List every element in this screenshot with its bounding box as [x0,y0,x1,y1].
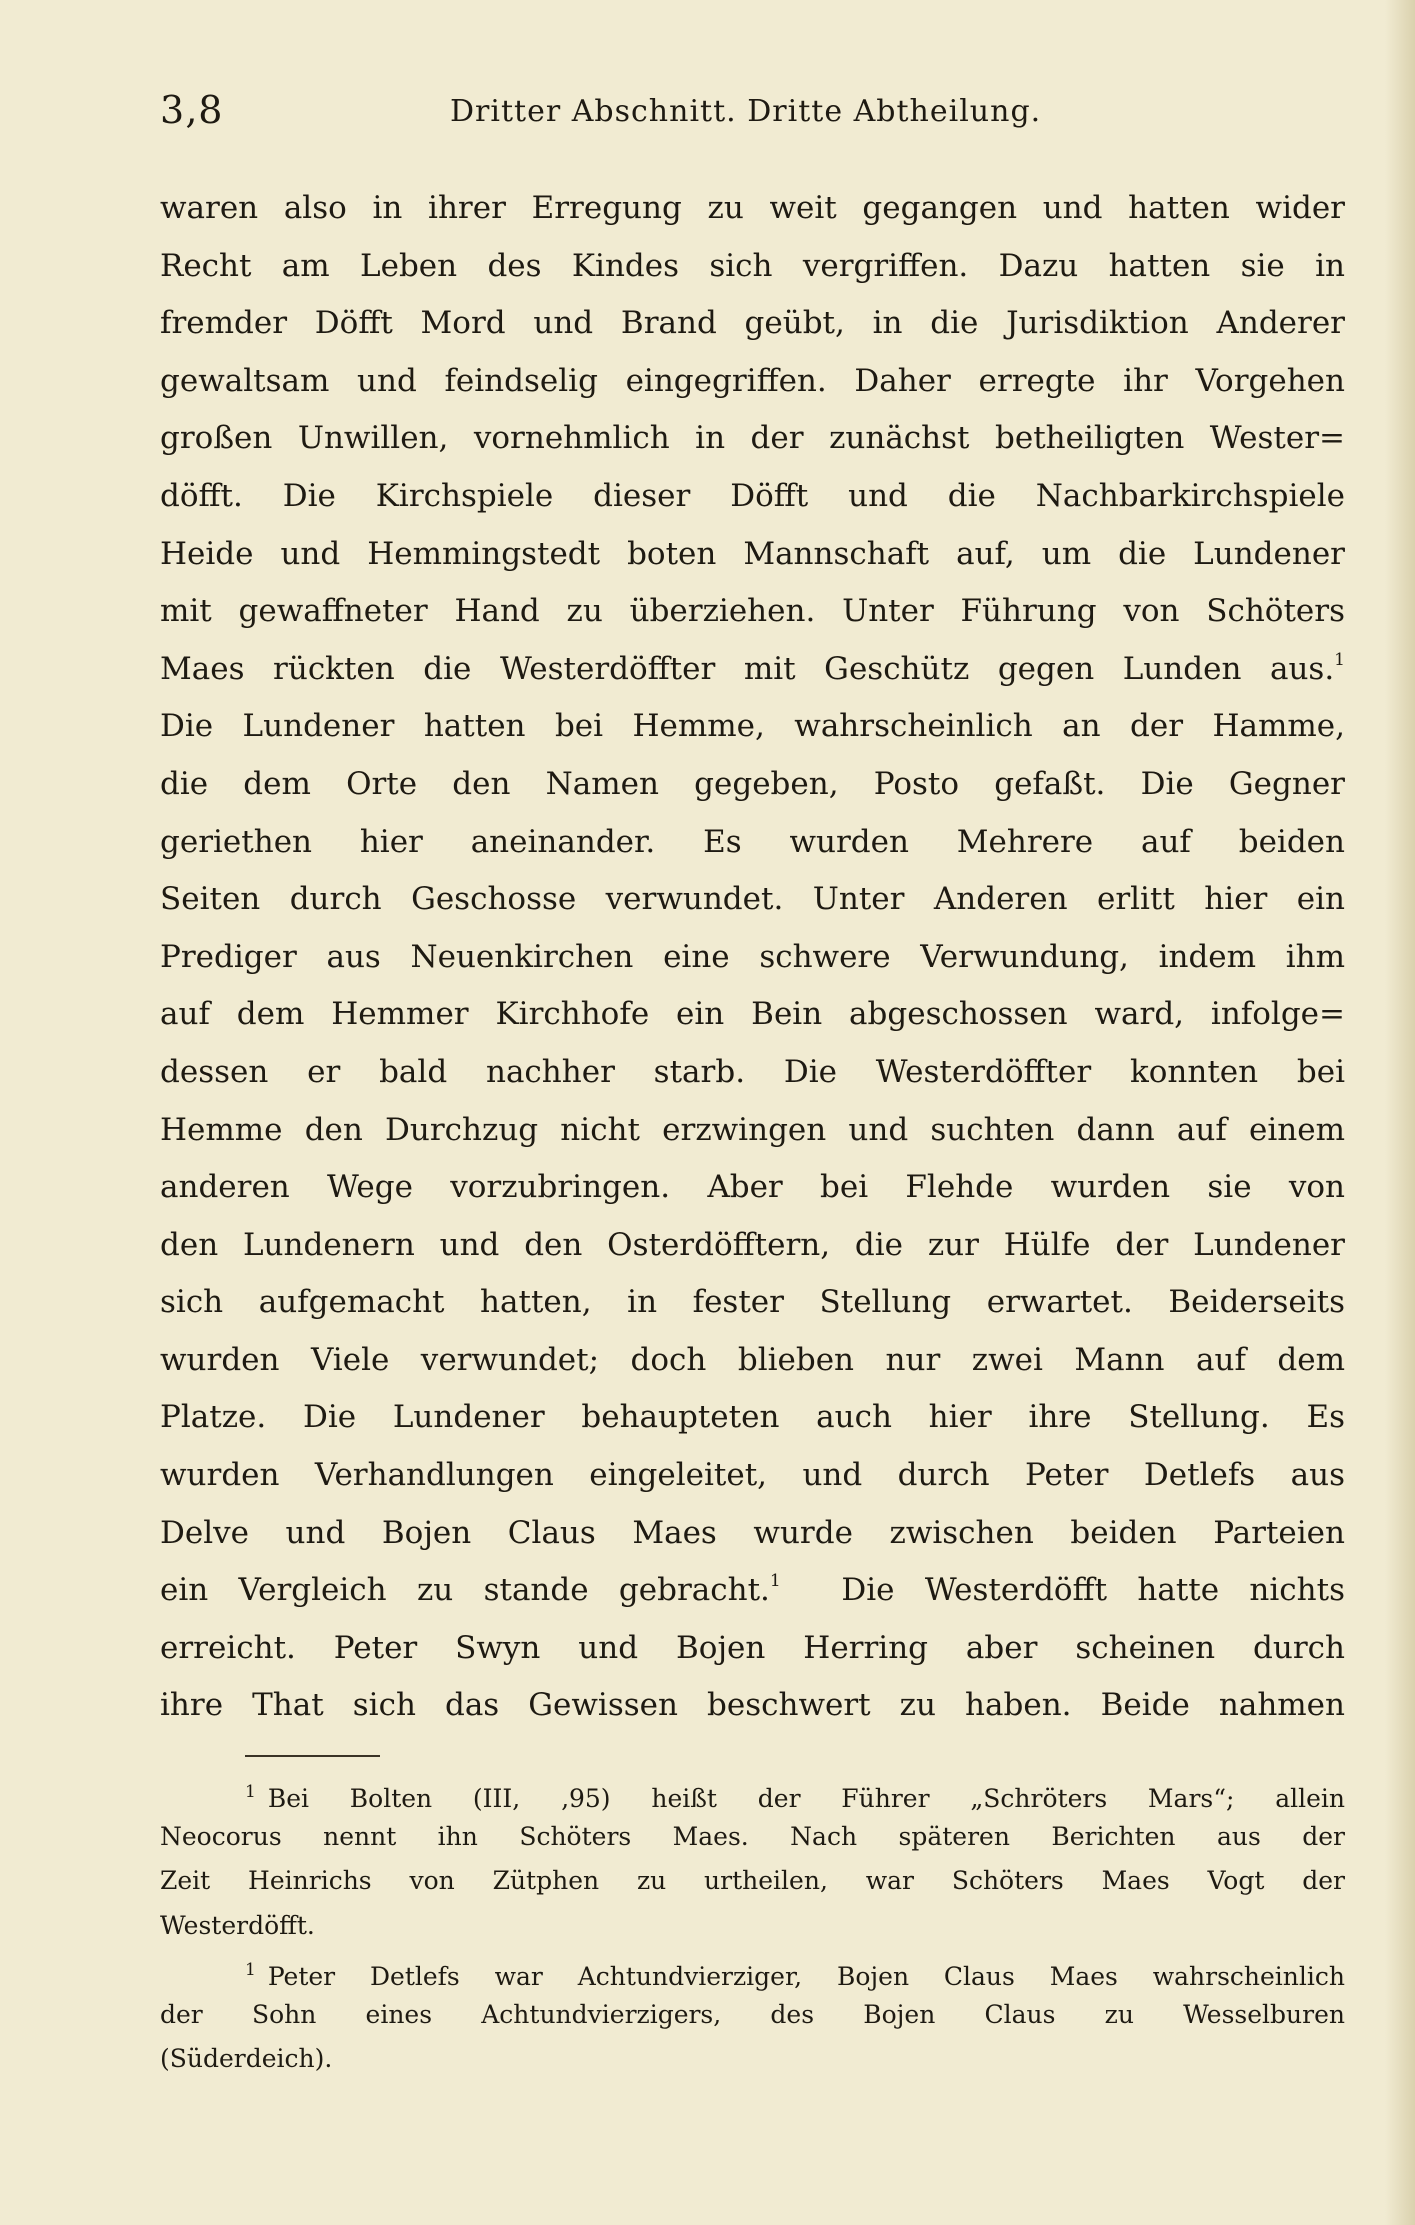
text-line-with-footnote-ref [160,1562,1345,1620]
text-line: sich aufgemacht hatten, in fester Stellung erwartet. Beiderseits [160,1284,1345,1321]
footnote-1-line: Neocorus nennt ihn Schöters Maes. Nach späteren Berichten aus der [160,1821,1345,1851]
page-number: 3‚8 [160,88,224,132]
footnote-2-marker: 1 [245,1960,256,1980]
footnote-2-line [160,1948,1345,1993]
text-line: dessen er bald nachher starb. Die Westerdöffter konnten bei [160,1053,1345,1090]
text-line: Hemme den Durchzug nicht erzwingen und suchten dann auf einem [160,1111,1345,1148]
footnote-text: Bei Bolten (III, ‚95) heißt der Führer „Schröters Mars“; allein [267,1784,1345,1813]
footnote-1-marker: 1 [245,1782,256,1802]
page-header [160,88,1350,132]
text-line: Die Lundener hatten bei Hemme, wahrscheinlich an der Hamme, [160,708,1345,745]
text-line: waren also in ihrer Erregung zu weit gegangen und hatten wider [160,190,1345,226]
footnote-1-line: Westerdöfft. [160,1910,315,1940]
text-line: gewaltsam und feindselig eingegriffen. Daher erregte ihr Vorgehen [160,362,1345,399]
text-line: döfft. Die Kirchspiele dieser Döfft und die Nachbarkirchspiele [160,477,1345,514]
footnote-text: Peter Detlefs war Achtundvierziger, Bojen Claus Maes wahrscheinlich [267,1962,1345,1991]
text-line: mit gewaffneter Hand zu überziehen. Unter Führung von Schöters [160,593,1345,630]
page-edge-shadow [1385,0,1415,2225]
text-segment: Maes rückten die Westerdöffter mit Geschütz gegen Lunden aus. [160,650,1335,687]
text-line: auf dem Hemmer Kirchhofe ein Bein abgeschossen ward, infolge= [160,996,1345,1033]
text-segment: Die Westerdöfft hatte nichts [841,1572,1345,1609]
text-line: wurden Verhandlungen eingeleitet, und durch Peter Detlefs aus [160,1457,1345,1494]
footnotes [160,1770,1345,2082]
footnote-2-line: (Süderdeich). [160,2044,333,2073]
text-line: die dem Orte den Namen gegeben, Posto gefaßt. Die Gegner [160,765,1345,802]
footnote-1-line [160,1770,1345,1815]
text-line: Recht am Leben des Kindes sich vergriffen. Dazu hatten sie in [160,247,1345,284]
text-line: den Lundenern und den Osterdöfftern, die zur Hülfe der Lundener [160,1226,1345,1263]
text-line-with-footnote-ref [160,641,1345,699]
text-line: Platze. Die Lundener behaupteten auch hier ihre Stellung. Es [160,1399,1345,1436]
text-line: fremder Döfft Mord und Brand geübt, in die Jurisdiktion Anderer [160,305,1345,342]
text-line: großen Unwillen, vornehmlich in der zunächst betheiligten Wester= [160,420,1345,457]
footnote-ref-2[interactable]: 1 [769,1571,781,1592]
text-line: Prediger aus Neuenkirchen eine schwere Verwundung, indem ihm [160,938,1345,975]
text-line: anderen Wege vorzubringen. Aber bei Flehde wurden sie von [160,1169,1345,1206]
footnote-2-line: der Sohn eines Achtundvierzigers, des Bojen Claus zu Wesselburen [160,1999,1345,2029]
footnote-1-line: Zeit Heinrichs von Zütphen zu urtheilen, war Schöters Maes Vogt der [160,1866,1345,1895]
footnote-divider [245,1755,380,1757]
body-text [160,180,1345,1735]
text-line: Seiten durch Geschosse verwundet. Unter Anderen erlitt hier ein [160,881,1345,918]
text-line: erreicht. Peter Swyn und Bojen Herring aber scheinen durch [160,1629,1345,1666]
running-title: Dritter Abschnitt. Dritte Abtheilung. [450,94,1042,129]
text-line: Heide und Hemmingstedt boten Mannschaft auf, um die Lundener [160,535,1345,572]
text-line: geriethen hier aneinander. Es wurden Mehrere auf beiden [160,823,1345,860]
text-line: ihre That sich das Gewissen beschwert zu haben. Beide nahmen [160,1687,1345,1724]
text-segment: ein Vergleich zu stande gebracht. [160,1572,770,1609]
text-line: Delve und Bojen Claus Maes wurde zwischen beiden Parteien [160,1514,1345,1551]
text-line: wurden Viele verwundet; doch blieben nur zwei Mann auf dem [160,1341,1345,1378]
footnote-ref-1[interactable]: 1 [1334,649,1345,670]
